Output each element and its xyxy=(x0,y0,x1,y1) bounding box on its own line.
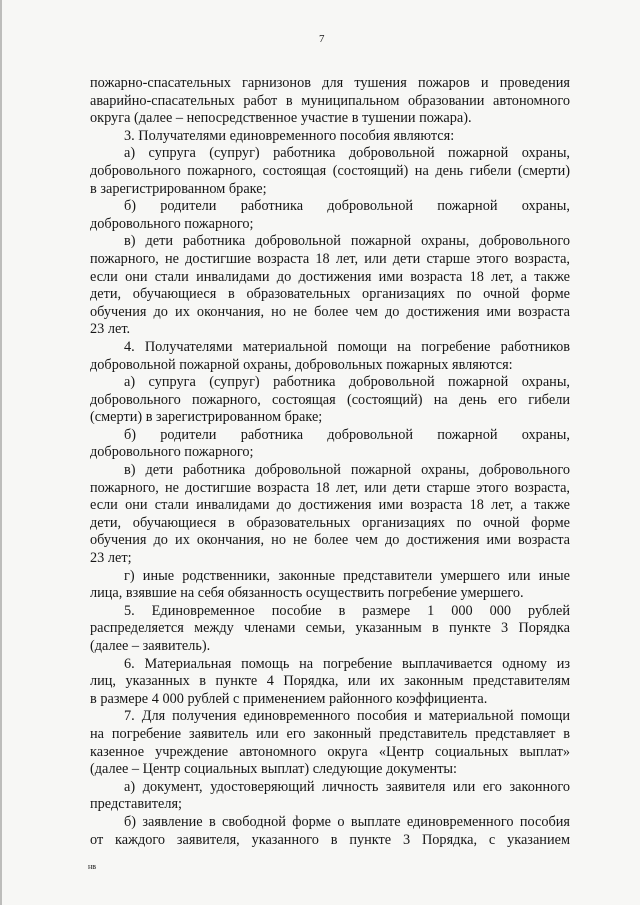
text-line: 23 лет. xyxy=(90,321,131,338)
text-line: в зарегистрированном браке; xyxy=(90,180,267,197)
footer-mark: нв xyxy=(88,862,97,871)
text-line: добровольного пожарного; xyxy=(90,444,254,461)
text-line: пожарного, не достигшие возраста 18 лет, или дети старше этого возраста, xyxy=(90,479,570,496)
text-line: б) родители работника добровольной пожарной охраны, xyxy=(124,198,570,215)
text-line: добровольной пожарной охраны, добровольных пожарных являются: xyxy=(90,356,513,373)
text-line: дети, обучающиеся в образовательных организациях по очной форме xyxy=(90,514,570,531)
text-line: обучения до их окончания, но не более чем до достижения ими возраста xyxy=(90,532,570,549)
text-line: представителя; xyxy=(90,796,183,813)
text-line: если они стали инвалидами до достижения ими возраста 18 лет, а также xyxy=(90,268,570,285)
text-line: 3. Получателями единовременного пособия являются: xyxy=(124,127,455,144)
text-line: г) иные родственники, законные представители умершего или иные xyxy=(124,567,570,584)
text-line: округа (далее – непосредственное участие в тушении пожара). xyxy=(90,110,472,127)
text-line: пожарного, не достигшие возраста 18 лет, или дети старше этого возраста, xyxy=(90,250,570,267)
text-line: а) супруга (супруг) работника добровольной пожарной охраны, xyxy=(124,374,570,391)
text-line: добровольного пожарного; xyxy=(90,215,254,232)
text-line: 7. Для получения единовременного пособия и материальной помощи xyxy=(124,708,570,725)
text-line: обучения до их окончания, но не более чем до достижения ими возраста xyxy=(90,303,570,320)
text-line: от каждого заявителя, указанного в пункте 3 Порядка, с указанием xyxy=(90,831,570,848)
text-line: распределяется между членами семьи, указанным в пункте 3 Порядка xyxy=(90,620,570,637)
text-line: лиц, указанных в пункте 4 Порядка, или их законным представителям xyxy=(90,673,570,690)
document-body xyxy=(90,75,570,849)
text-line: пожарно-спасательных гарнизонов для тушения пожаров и проведения xyxy=(90,75,570,91)
text-line: добровольного пожарного, состоящая (состоящий) на день его гибели xyxy=(90,391,570,408)
text-line: (далее – заявитель). xyxy=(90,638,211,654)
text-line: 6. Материальная помощь на погребение выплачивается одному из xyxy=(124,655,570,672)
text-line: а) супруга (супруг) работника добровольной пожарной охраны, xyxy=(124,145,570,162)
text-line: (далее – Центр социальных выплат) следующие документы: xyxy=(90,761,458,778)
text-line: на погребение заявитель или его законный представитель представляет в xyxy=(90,725,570,742)
text-line: в) дети работника добровольной пожарной охраны, добровольного xyxy=(124,462,570,479)
text-line: 4. Получателями материальной помощи на погребение работников xyxy=(124,338,570,355)
text-line: б) заявление в свободной форме о выплате единовременного пособия xyxy=(124,813,570,830)
text-line: б) родители работника добровольной пожарной охраны, xyxy=(124,426,570,443)
text-line: аварийно-спасательных работ в муниципальном образовании автономного xyxy=(90,92,570,109)
text-line: если они стали инвалидами до достижения ими возраста 18 лет, а также xyxy=(90,497,570,514)
text-line: а) документ, удостоверяющий личность заявителя или его законного xyxy=(124,778,570,795)
text-line: 5. Единовременное пособие в размере 1 000 000 рублей xyxy=(124,602,570,619)
text-line: (смерти) в зарегистрированном браке; xyxy=(90,409,323,426)
text-line: 23 лет; xyxy=(90,550,132,567)
text-line: дети, обучающиеся в образовательных организациях по очной форме xyxy=(90,286,570,303)
text-line: лица, взявшие на себя обязанность осуществить погребение умершего. xyxy=(90,585,524,602)
text-line: в размере 4 000 рублей с применением районного коэффициента. xyxy=(90,690,488,707)
text-line: в) дети работника добровольной пожарной охраны, добровольного xyxy=(124,233,570,250)
page-number: 7 xyxy=(319,33,325,45)
text-line: добровольного пожарного, состоящая (состоящий) на день гибели (смерти) xyxy=(90,162,570,179)
text-line: казенное учреждение автономного округа «Центр социальных выплат» xyxy=(90,743,570,760)
